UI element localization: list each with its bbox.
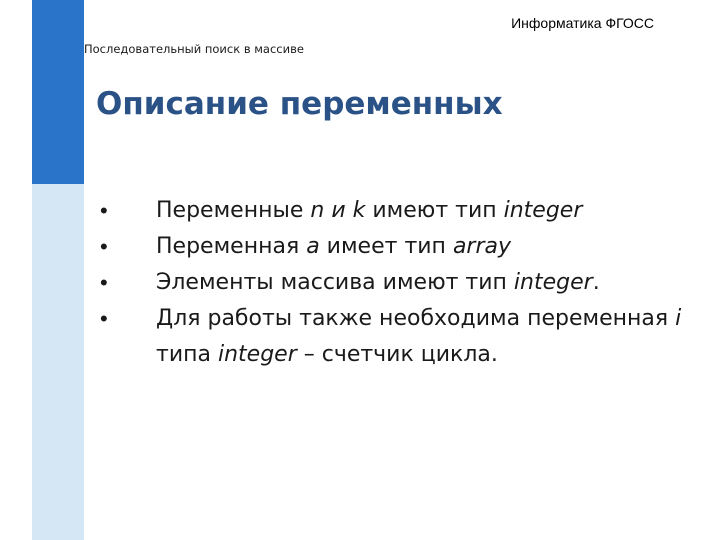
accent-bar-top xyxy=(32,0,84,184)
bullet-text-run: Переменные xyxy=(156,198,311,223)
bullet-mark: • xyxy=(100,198,108,223)
accent-bar-bottom xyxy=(32,184,84,540)
bullet-text xyxy=(156,229,696,265)
bullet-text-run: – счетчик цикла. xyxy=(296,342,498,367)
bullet-text-run: . xyxy=(592,270,600,295)
bullet-text-run: integer xyxy=(513,270,593,295)
bullet-mark: • xyxy=(100,234,108,259)
bullet-text-run: имеет тип xyxy=(319,234,453,259)
bullet-item-1 xyxy=(96,193,696,229)
bullet-text-run: array xyxy=(452,234,512,259)
bullet-text-run: Переменная xyxy=(156,234,307,259)
bullet-mark: • xyxy=(100,306,108,331)
bullet-item-3 xyxy=(96,265,696,301)
bullet-item-2 xyxy=(96,229,696,265)
bullet-list xyxy=(96,193,696,373)
bullet-text-run: и k xyxy=(331,198,366,223)
bullet-item-4 xyxy=(96,301,696,373)
bullet-text xyxy=(156,301,696,373)
bullet-text xyxy=(156,265,696,301)
topic-label: Последовательный поиск в массиве xyxy=(84,42,304,56)
bullet-text-run: Для работы также необходима переменная xyxy=(156,306,676,331)
bullet-text-run: Элементы массива имеют тип xyxy=(156,270,514,295)
slide-title: Описание переменных xyxy=(96,86,503,122)
bullet-text-run: типа xyxy=(156,342,218,367)
course-title: Информатика ФГОСС xyxy=(511,15,654,31)
bullet-text-run: integer xyxy=(217,342,297,367)
bullet-text-run: n xyxy=(310,198,325,223)
bullet-text xyxy=(156,193,696,229)
bullet-text-run: a xyxy=(306,234,320,259)
bullet-text-run: integer xyxy=(503,198,583,223)
bullet-text-run: имеют тип xyxy=(365,198,504,223)
bullet-text-run: i xyxy=(675,306,682,331)
bullet-mark: • xyxy=(100,270,108,295)
